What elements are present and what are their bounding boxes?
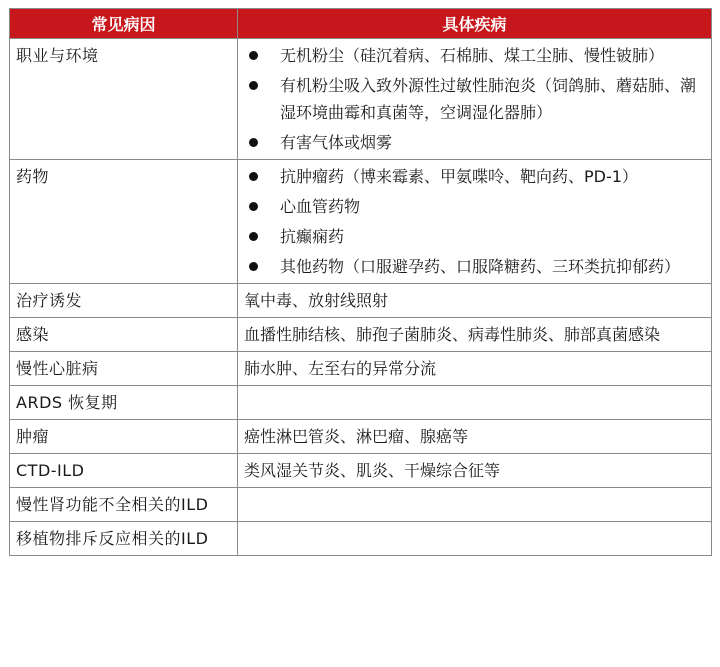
list-item	[244, 42, 706, 69]
cause-cell: 肿瘤	[10, 420, 238, 454]
table-row	[10, 318, 712, 352]
bullet-dot-icon	[249, 232, 258, 241]
cause-cell: CTD-ILD	[10, 454, 238, 488]
list-item	[244, 223, 706, 250]
disease-list	[244, 163, 706, 280]
table-row	[10, 39, 712, 160]
disease-cell: 肺水肿、左至右的异常分流	[238, 352, 712, 386]
table-row	[10, 488, 712, 522]
disease-cell	[238, 386, 712, 420]
cause-cell: 药物	[10, 160, 238, 284]
list-item-text: 有害气体或烟雾	[280, 133, 393, 152]
disease-cell: 类风湿关节炎、肌炎、干燥综合征等	[238, 454, 712, 488]
table-row	[10, 284, 712, 318]
disease-cell	[238, 160, 712, 284]
disease-cell: 癌性淋巴管炎、淋巴瘤、腺癌等	[238, 420, 712, 454]
table-row	[10, 352, 712, 386]
cause-cell: 职业与环境	[10, 39, 238, 160]
bullet-dot-icon	[249, 81, 258, 90]
cause-cell: 感染	[10, 318, 238, 352]
ild-causes-table	[9, 8, 712, 556]
bullet-dot-icon	[249, 51, 258, 60]
list-item-text: 其他药物（口服避孕药、口服降糖药、三环类抗抑郁药）	[280, 257, 681, 276]
header-disease: 具体疾病	[238, 9, 712, 39]
list-item-text: 抗肿瘤药（博来霉素、甲氨喋呤、靶向药、PD-1）	[280, 167, 638, 186]
table-row	[10, 522, 712, 556]
disease-cell: 氧中毒、放射线照射	[238, 284, 712, 318]
list-item-text: 有机粉尘吸入致外源性过敏性肺泡炎（饲鸽肺、蘑菇肺、潮湿环境曲霉和真菌等，空调湿化器肺）	[280, 76, 697, 122]
table-row	[10, 160, 712, 284]
header-cause: 常见病因	[10, 9, 238, 39]
bullet-dot-icon	[249, 202, 258, 211]
cause-cell: 移植物排斥反应相关的ILD	[10, 522, 238, 556]
bullet-dot-icon	[249, 262, 258, 271]
table-row	[10, 454, 712, 488]
bullet-dot-icon	[249, 172, 258, 181]
disease-cell	[238, 522, 712, 556]
list-item-text: 抗癫痫药	[280, 227, 345, 246]
list-item-text: 心血管药物	[280, 197, 361, 216]
cause-cell: 治疗诱发	[10, 284, 238, 318]
disease-list	[244, 42, 706, 156]
cause-cell: 慢性心脏病	[10, 352, 238, 386]
disease-cell	[238, 488, 712, 522]
list-item	[244, 253, 706, 280]
list-item	[244, 72, 706, 126]
disease-cell	[238, 39, 712, 160]
cause-cell: ARDS 恢复期	[10, 386, 238, 420]
table-row	[10, 420, 712, 454]
bullet-dot-icon	[249, 138, 258, 147]
disease-cell: 血播性肺结核、肺孢子菌肺炎、病毒性肺炎、肺部真菌感染	[238, 318, 712, 352]
list-item	[244, 163, 706, 190]
list-item	[244, 193, 706, 220]
table-row	[10, 386, 712, 420]
causes-table-container	[9, 8, 711, 556]
list-item	[244, 129, 706, 156]
table-header-row	[10, 9, 712, 39]
list-item-text: 无机粉尘（硅沉着病、石棉肺、煤工尘肺、慢性铍肺）	[280, 46, 665, 65]
cause-cell: 慢性肾功能不全相关的ILD	[10, 488, 238, 522]
